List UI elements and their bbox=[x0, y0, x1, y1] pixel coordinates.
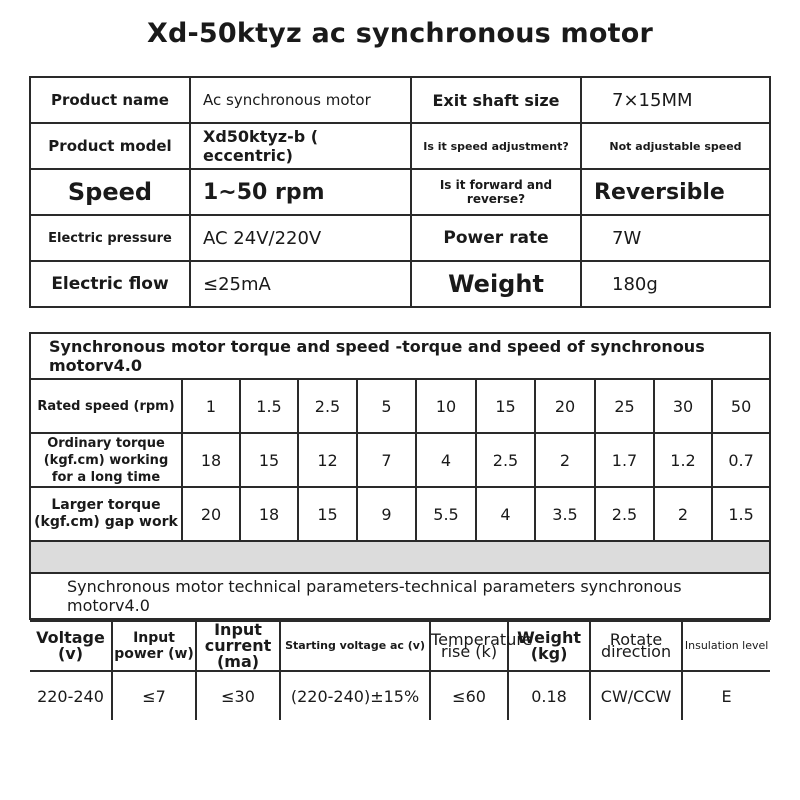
torque-cell: 9 bbox=[357, 487, 416, 541]
param-header: Rotate direction bbox=[590, 621, 682, 671]
torque-row-label: Larger torque (kgf.cm) gap work bbox=[30, 487, 182, 541]
spec-label: Speed bbox=[30, 169, 190, 215]
torque-cell: 30 bbox=[654, 379, 712, 433]
torque-cell: 2.5 bbox=[595, 487, 654, 541]
spec-row bbox=[30, 77, 770, 123]
torque-cell: 2.5 bbox=[476, 433, 535, 487]
param-value: ≤30 bbox=[196, 671, 280, 720]
torque-cell: 0.7 bbox=[712, 433, 770, 487]
spec-table bbox=[29, 76, 771, 308]
param-header: Insulation level bbox=[682, 621, 770, 671]
torque-cell: 1 bbox=[182, 379, 240, 433]
spec-label: Exit shaft size bbox=[411, 77, 581, 123]
param-value: ≤7 bbox=[112, 671, 196, 720]
torque-cell: 5.5 bbox=[416, 487, 476, 541]
torque-cell: 15 bbox=[240, 433, 298, 487]
torque-cell: 1.5 bbox=[712, 487, 770, 541]
torque-cell: 18 bbox=[182, 433, 240, 487]
spec-label: Weight bbox=[411, 261, 581, 307]
spec-label: Electric flow bbox=[30, 261, 190, 307]
torque-cell: 1.2 bbox=[654, 433, 712, 487]
spec-value: 7W bbox=[581, 215, 770, 261]
spec-row bbox=[30, 215, 770, 261]
divider-band bbox=[30, 541, 770, 573]
torque-cell: 20 bbox=[182, 487, 240, 541]
spec-value: 180g bbox=[581, 261, 770, 307]
torque-cell: 15 bbox=[298, 487, 357, 541]
parameters-table bbox=[30, 620, 770, 720]
torque-cell: 2.5 bbox=[298, 379, 357, 433]
spec-value: Not adjustable speed bbox=[581, 123, 770, 169]
torque-cell: 18 bbox=[240, 487, 298, 541]
page-title: Xd-50ktyz ac synchronous motor bbox=[146, 18, 654, 49]
param-header: Voltage (v) bbox=[30, 621, 112, 671]
torque-row bbox=[30, 433, 770, 487]
torque-cell: 7 bbox=[357, 433, 416, 487]
param-header: Temperature rise (k) bbox=[430, 621, 508, 671]
spec-value: 7×15MM bbox=[581, 77, 770, 123]
param-value: 0.18 bbox=[508, 671, 590, 720]
torque-cell: 12 bbox=[298, 433, 357, 487]
param-value: CW/CCW bbox=[590, 671, 682, 720]
torque-cell: 4 bbox=[476, 487, 535, 541]
spec-value: AC 24V/220V bbox=[190, 215, 411, 261]
torque-cell: 1.5 bbox=[240, 379, 298, 433]
torque-cell: 2 bbox=[535, 433, 595, 487]
spec-label: Is it speed adjustment? bbox=[411, 123, 581, 169]
torque-cell: 15 bbox=[476, 379, 535, 433]
torque-table-title: Synchronous motor torque and speed -torque and speed of synchronous motorv4.0 bbox=[30, 333, 770, 379]
spec-label: Product model bbox=[30, 123, 190, 169]
param-value: (220-240)±15% bbox=[280, 671, 430, 720]
spec-label: Electric pressure bbox=[30, 215, 190, 261]
spec-value: ≤25mA bbox=[190, 261, 411, 307]
spec-value: Ac synchronous motor bbox=[190, 77, 411, 123]
spec-value: Reversible bbox=[581, 169, 770, 215]
torque-cell: 5 bbox=[357, 379, 416, 433]
torque-cell: 25 bbox=[595, 379, 654, 433]
spec-row bbox=[30, 169, 770, 215]
spec-row bbox=[30, 123, 770, 169]
param-value: E bbox=[682, 671, 770, 720]
spec-label: Is it forward and reverse? bbox=[411, 169, 581, 215]
spec-row bbox=[30, 261, 770, 307]
parameters-header-row bbox=[30, 621, 770, 671]
torque-cell: 3.5 bbox=[535, 487, 595, 541]
parameters-value-row bbox=[30, 671, 770, 720]
spec-label: Power rate bbox=[411, 215, 581, 261]
param-header: Input current (ma) bbox=[196, 621, 280, 671]
param-header: Weight (kg) bbox=[508, 621, 590, 671]
spec-value: Xd50ktyz-b ( eccentric) bbox=[190, 123, 411, 169]
torque-cell: 1.7 bbox=[595, 433, 654, 487]
torque-row bbox=[30, 379, 770, 433]
spec-value: 1~50 rpm bbox=[190, 169, 411, 215]
torque-table bbox=[29, 332, 771, 720]
torque-row-label: Ordinary torque (kgf.cm) working for a long time bbox=[30, 433, 182, 487]
torque-cell: 4 bbox=[416, 433, 476, 487]
param-header: Input power (w) bbox=[112, 621, 196, 671]
torque-cell: 10 bbox=[416, 379, 476, 433]
parameters-caption: Synchronous motor technical parameters-technical parameters synchronous motorv4.0 bbox=[30, 573, 770, 619]
param-value: 220-240 bbox=[30, 671, 112, 720]
torque-row-label: Rated speed (rpm) bbox=[30, 379, 182, 433]
param-value: ≤60 bbox=[430, 671, 508, 720]
spec-label: Product name bbox=[30, 77, 190, 123]
torque-row bbox=[30, 487, 770, 541]
torque-cell: 20 bbox=[535, 379, 595, 433]
torque-cell: 2 bbox=[654, 487, 712, 541]
torque-cell: 50 bbox=[712, 379, 770, 433]
param-header: Starting voltage ac (v) bbox=[280, 621, 430, 671]
